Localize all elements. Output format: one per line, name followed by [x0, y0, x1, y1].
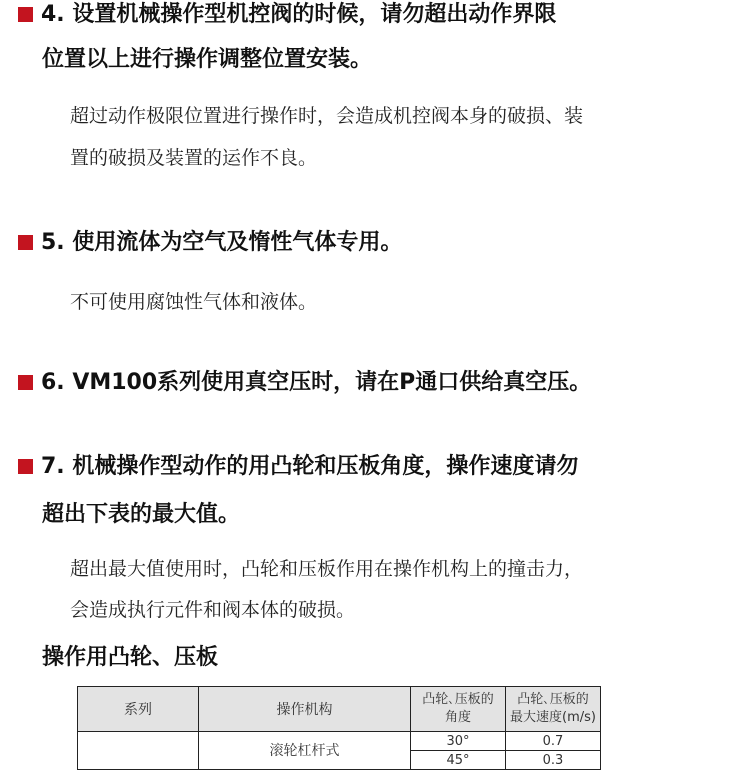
- bullet-square-icon: [18, 235, 33, 250]
- section-4-body-line2: 置的破损及装置的运作不良。: [70, 147, 318, 169]
- header-angle: [411, 687, 506, 732]
- header-series-label: 系列: [124, 702, 152, 718]
- section-7-title-line1: 7. 机械操作型动作的用凸轮和压板角度，操作速度请勿: [41, 454, 579, 479]
- section-4-title: [18, 0, 556, 37]
- section-4-title-line2: 位置以上进行操作调整位置安装。: [42, 47, 373, 72]
- bullet-square-icon: [18, 375, 33, 390]
- table-subtitle: 操作用凸轮、压板: [42, 645, 219, 670]
- section-7-body-line2: 会造成执行元件和阀本体的破损。: [70, 599, 356, 621]
- section-7-title: [18, 445, 578, 489]
- spec-table: [77, 686, 601, 770]
- section-4-title-line1: 4. 设置机械操作型机控阀的时候，请勿超出动作界限: [41, 2, 557, 27]
- cell-mechanism: 滚轮杠杆式: [199, 732, 411, 770]
- header-speed-line1: 凸轮､压板的: [517, 692, 589, 707]
- header-speed-line2: 最大速度(m/s): [510, 710, 596, 725]
- cell-angle: 30°: [411, 732, 506, 751]
- header-angle-line1: 凸轮､压板的: [422, 692, 494, 707]
- cell-angle: 45°: [411, 751, 506, 770]
- section-4-body-line1: 超过动作极限位置进行操作时，会造成机控阀本身的破损、装: [70, 105, 584, 127]
- header-series: [78, 687, 199, 732]
- section-6-title-text: 6. VM100系列使用真空压时，请在P通口供给真空压。: [41, 370, 592, 395]
- table-header-row: [78, 687, 601, 732]
- header-angle-line2: 角度: [444, 710, 471, 725]
- cell-speed: 0.7: [506, 732, 601, 751]
- header-mechanism-label: 操作机构: [276, 702, 333, 718]
- section-7-body-line1: 超出最大值使用时，凸轮和压板作用在操作机构上的撞击力，: [70, 558, 584, 580]
- section-5-title: [18, 221, 402, 265]
- table-row: [78, 732, 601, 751]
- section-7-title-line2: 超出下表的最大值。: [42, 502, 241, 527]
- section-6-title: [18, 361, 591, 405]
- header-mechanism: [199, 687, 411, 732]
- bullet-square-icon: [18, 459, 33, 474]
- section-5-body: 不可使用腐蚀性气体和液体。: [70, 291, 318, 313]
- bullet-square-icon: [18, 7, 33, 22]
- cell-series: [78, 732, 199, 770]
- cell-speed: 0.3: [506, 751, 601, 770]
- header-speed: [506, 687, 601, 732]
- section-5-title-text: 5. 使用流体为空气及惰性气体专用。: [41, 230, 403, 255]
